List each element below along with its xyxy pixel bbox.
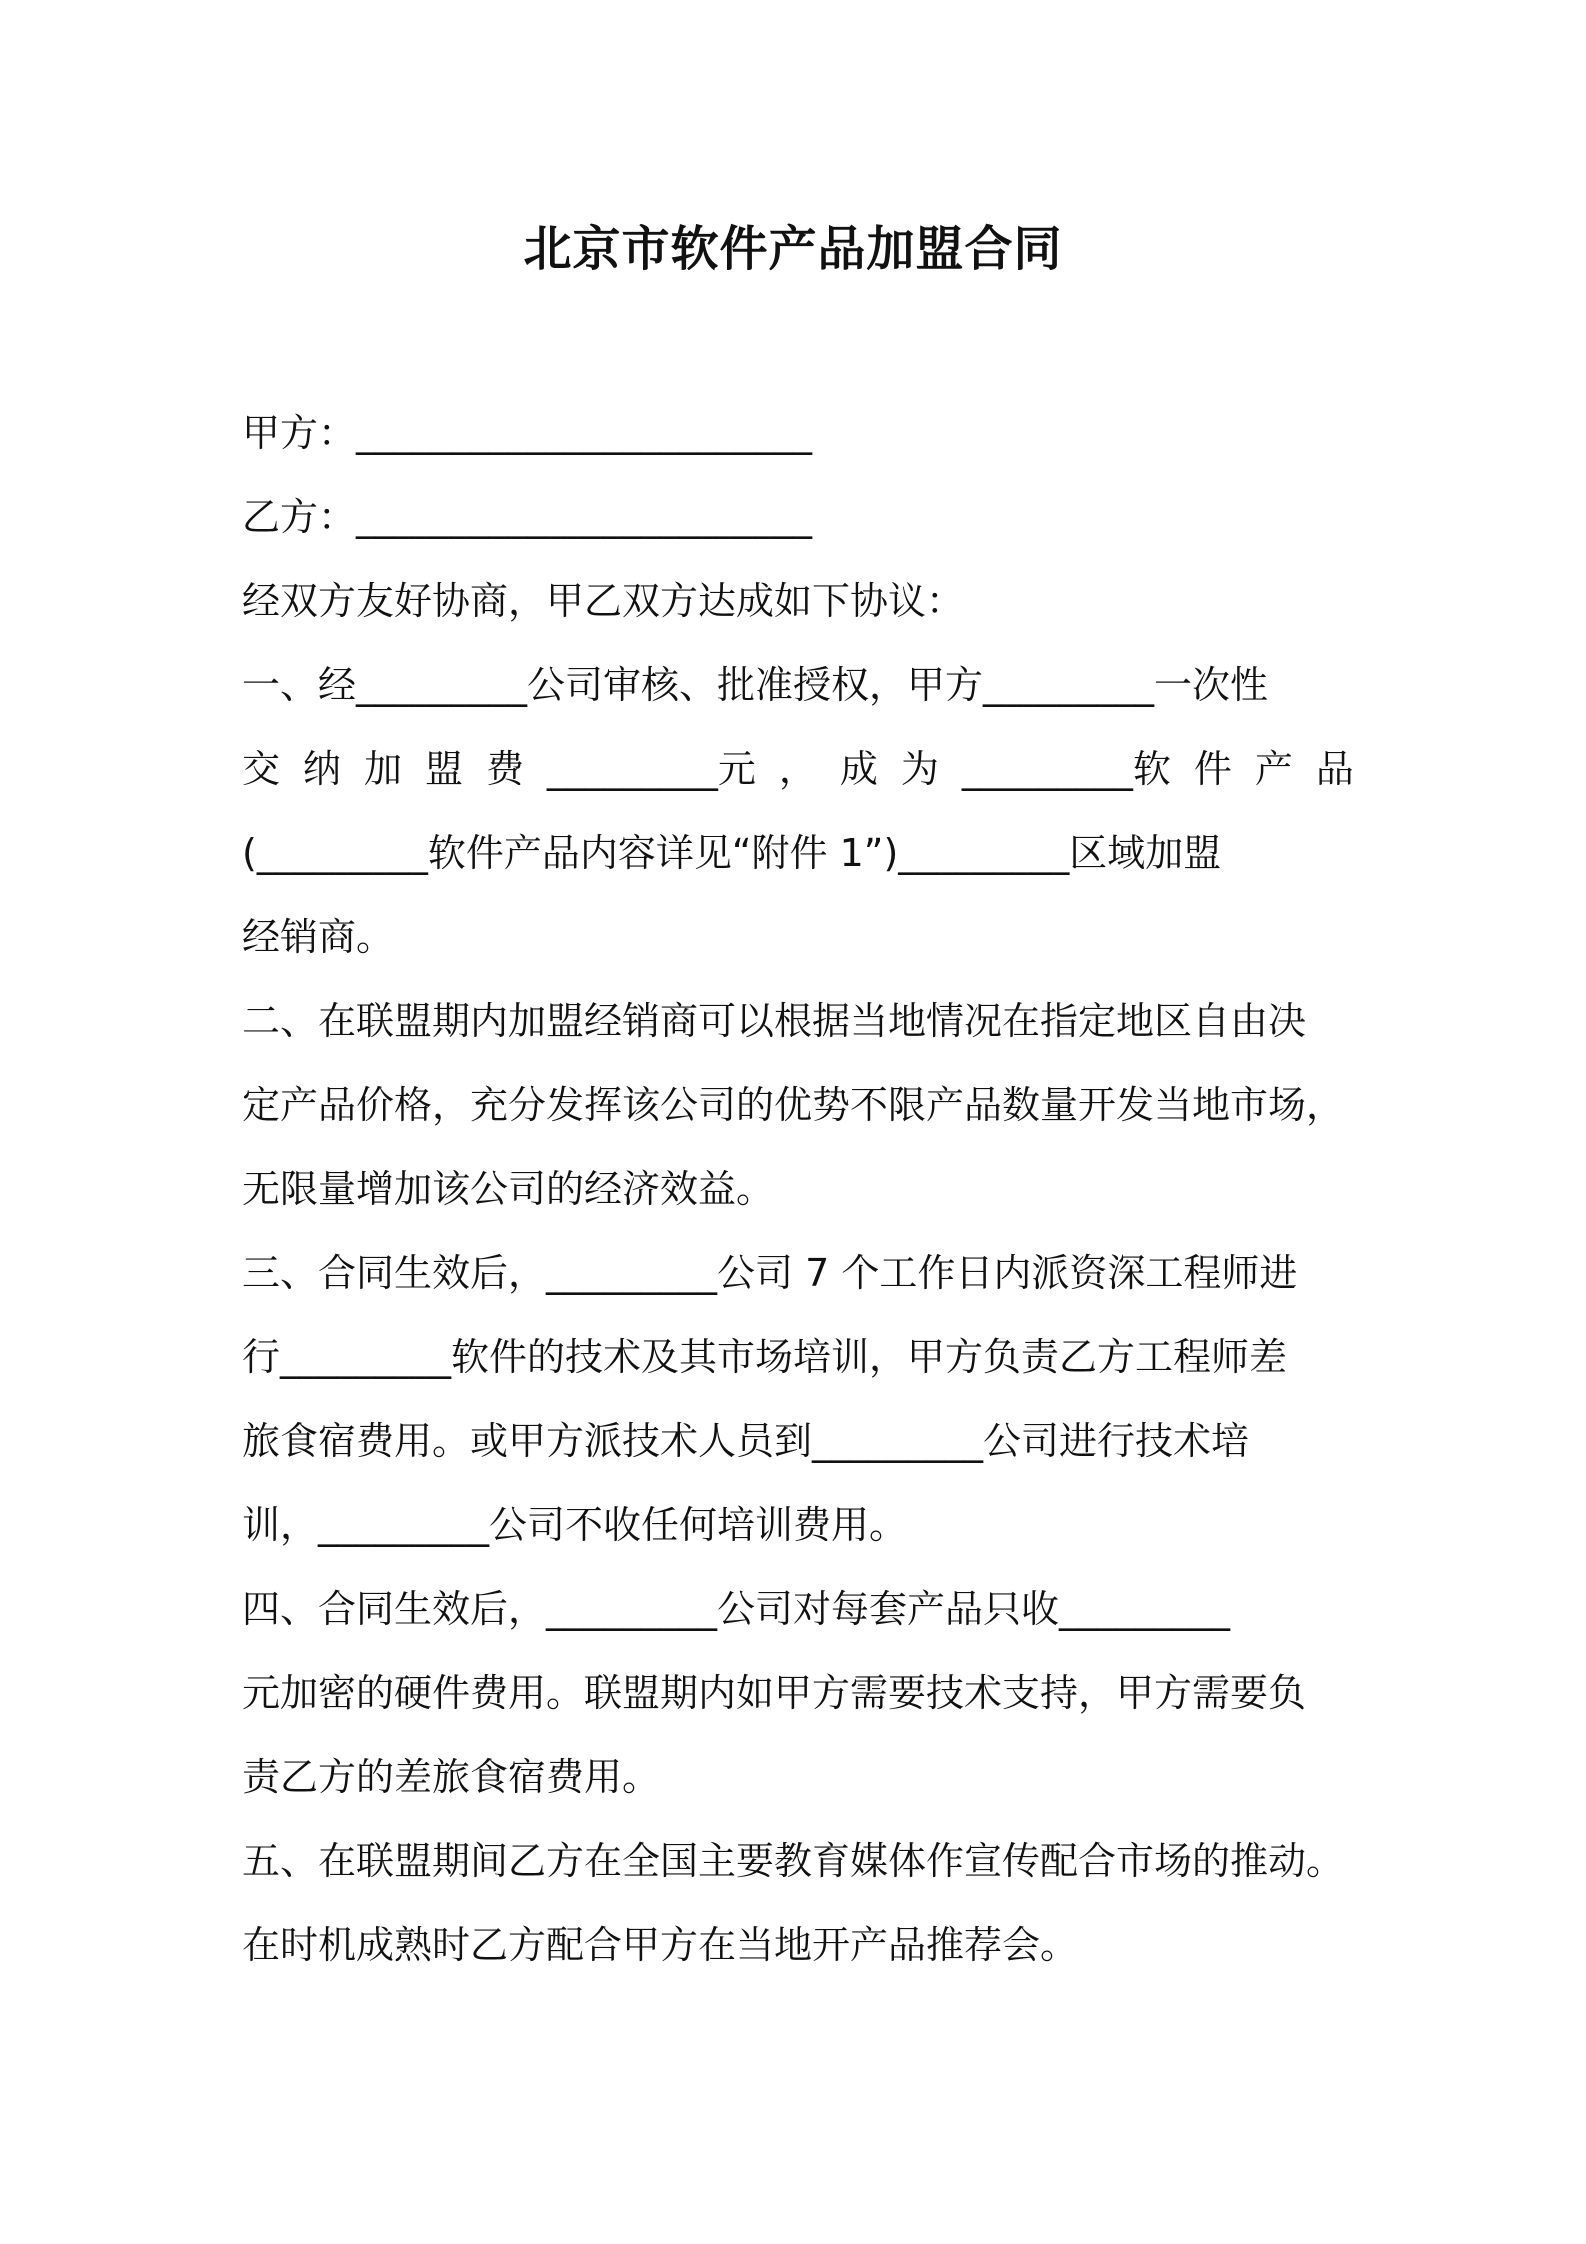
clause-1-word: 加 bbox=[363, 747, 402, 791]
clause-5-line-1: 五、在联盟期间乙方在全国主要教育媒体作宣传配合市场的推动。 bbox=[242, 1839, 1345, 1883]
clause-4-line-1: 四、合同生效后，_________公司对每套产品只收_________ bbox=[242, 1587, 1231, 1631]
clause-1-word: 件 bbox=[1193, 747, 1232, 791]
clause-3-line-4: 训，_________公司不收任何培训费用。 bbox=[242, 1503, 908, 1547]
clause-2-line-3: 无限量增加该公司的经济效益。 bbox=[242, 1167, 775, 1211]
clause-1-line-4: 经销商。 bbox=[242, 915, 395, 959]
intro-line: 经双方友好协商，甲乙双方达成如下协议： bbox=[242, 579, 965, 623]
clause-1-word: _________软 bbox=[961, 747, 1171, 791]
party-b-line: 乙方：________________________ bbox=[242, 495, 813, 539]
clause-4-line-3: 责乙方的差旅食宿费用。 bbox=[242, 1755, 661, 1799]
clause-3-line-2: 行_________软件的技术及其市场培训，甲方负责乙方工程师差 bbox=[242, 1335, 1288, 1379]
clause-3-line-1: 三、合同生效后，_________公司 7 个工作日内派资深工程师进 bbox=[242, 1251, 1298, 1295]
clause-1-word: 产 bbox=[1254, 747, 1293, 791]
clause-2-line-2: 定产品价格，充分发挥该公司的优势不限产品数量开发当地市场， bbox=[242, 1083, 1345, 1127]
clause-1-line-1: 一、经_________公司审核、批准授权，甲方_________一次性 bbox=[242, 663, 1269, 707]
clause-1-line-3: (_________软件产品内容详见“附件 1”)_________区域加盟 bbox=[242, 831, 1222, 875]
clause-1-word: 盟 bbox=[424, 747, 463, 791]
clause-5-line-2: 在时机成熟时乙方配合甲方在当地开产品推荐会。 bbox=[242, 1923, 1079, 1967]
clause-3-line-3: 旅食宿费用。或甲方派技术人员到_________公司进行技术培 bbox=[242, 1419, 1250, 1463]
clause-1-word: 为 bbox=[900, 747, 939, 791]
party-a-line: 甲方：________________________ bbox=[242, 411, 813, 455]
clause-1-word: 成 bbox=[839, 747, 878, 791]
clause-1-word: ， bbox=[778, 747, 817, 791]
clause-1-word: 纳 bbox=[302, 747, 341, 791]
clause-1-word: 交 bbox=[242, 747, 281, 791]
clause-1-word: _________元 bbox=[546, 747, 756, 791]
clause-1-word: 费 bbox=[485, 747, 524, 791]
clause-1-word: 品 bbox=[1315, 747, 1354, 791]
clause-2-line-1: 二、在联盟期内加盟经销商可以根据当地情况在指定地区自由决 bbox=[242, 999, 1307, 1043]
clause-1-line-2 bbox=[242, 746, 1354, 792]
clause-4-line-2: 元加密的硬件费用。联盟期内如甲方需要技术支持，甲方需要负 bbox=[242, 1671, 1307, 1715]
document-title: 北京市软件产品加盟合同 bbox=[523, 221, 1063, 277]
